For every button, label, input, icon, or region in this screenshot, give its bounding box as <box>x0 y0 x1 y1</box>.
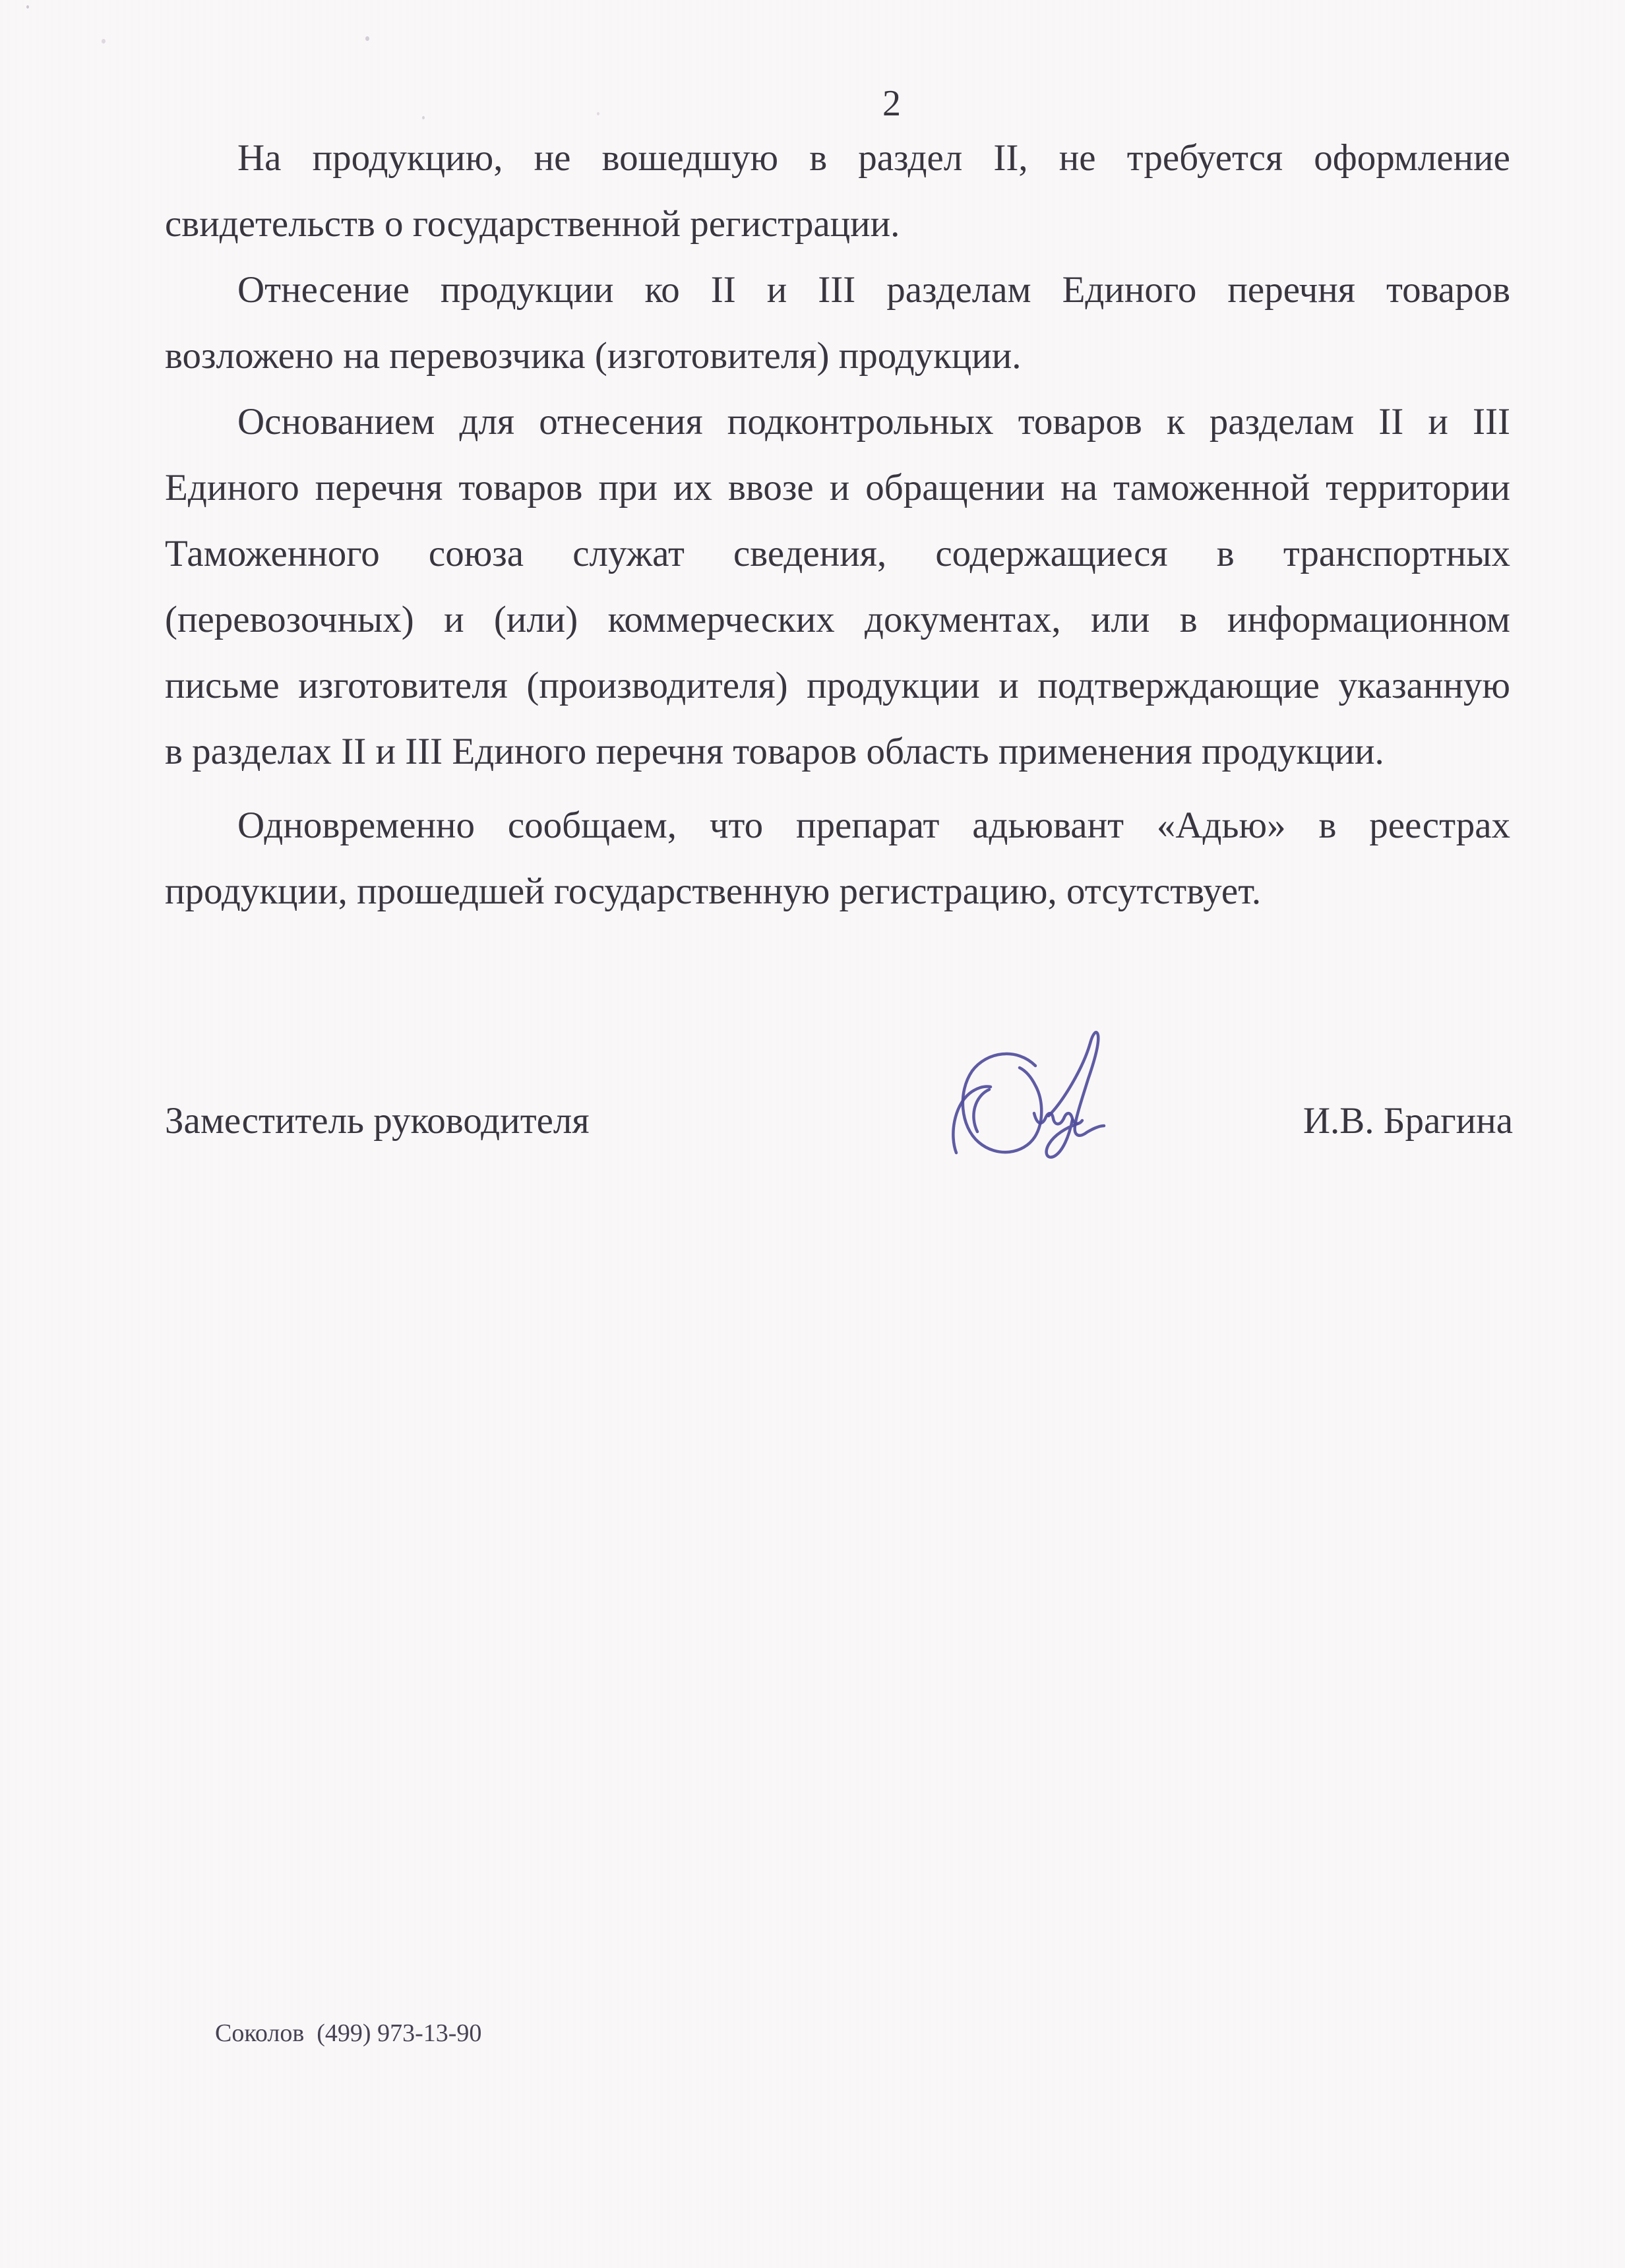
text-line: Отнесение продукции ко II и III разделам Единого перечня товаров <box>237 269 1510 311</box>
scan-speck <box>26 5 29 9</box>
page-number: 2 <box>882 83 901 124</box>
text-line: Основанием для отнесения подконтрольных товаров к разделам II и III <box>237 401 1510 443</box>
paragraph <box>165 257 1510 389</box>
text-line: Таможенного союза служат сведения, содержащиеся в транспортных <box>165 533 1510 574</box>
text-line: продукции, прошедшей государственную регистрацию, отсутствует. <box>165 871 1262 912</box>
text-line: возложено на перевозчика (изготовителя) продукции. <box>165 335 1022 377</box>
text-line: На продукцию, не вошедшую в раздел II, не требуется оформление <box>237 137 1510 179</box>
handwritten-signature <box>936 1002 1128 1167</box>
text-line: (перевозочных) и (или) коммерческих документах, или в информационном <box>165 599 1510 640</box>
text-line: письме изготовителя (производителя) продукции и подтверждающие указанную <box>165 665 1510 706</box>
letter-body <box>165 125 1510 925</box>
text-line: Единого перечня товаров при их ввозе и обращении на таможенной территории <box>165 467 1510 508</box>
text-line: в разделах II и III Единого перечня товаров область применения продукции. <box>165 731 1384 772</box>
paragraph <box>165 389 1510 785</box>
text-line: свидетельств о государственной регистрации. <box>165 203 900 245</box>
paragraph <box>165 125 1510 257</box>
text-line: Одновременно сообщаем, что препарат адьювант «Адью» в реестрах <box>237 805 1510 846</box>
executor-contact: Соколов (499) 973-13-90 <box>215 2019 482 2047</box>
signatory-title: Заместитель руководителя <box>165 1100 590 1142</box>
paragraph <box>165 793 1510 925</box>
signatory-name: И.В. Брагина <box>1303 1100 1513 1142</box>
signature-block <box>165 1088 1513 1154</box>
